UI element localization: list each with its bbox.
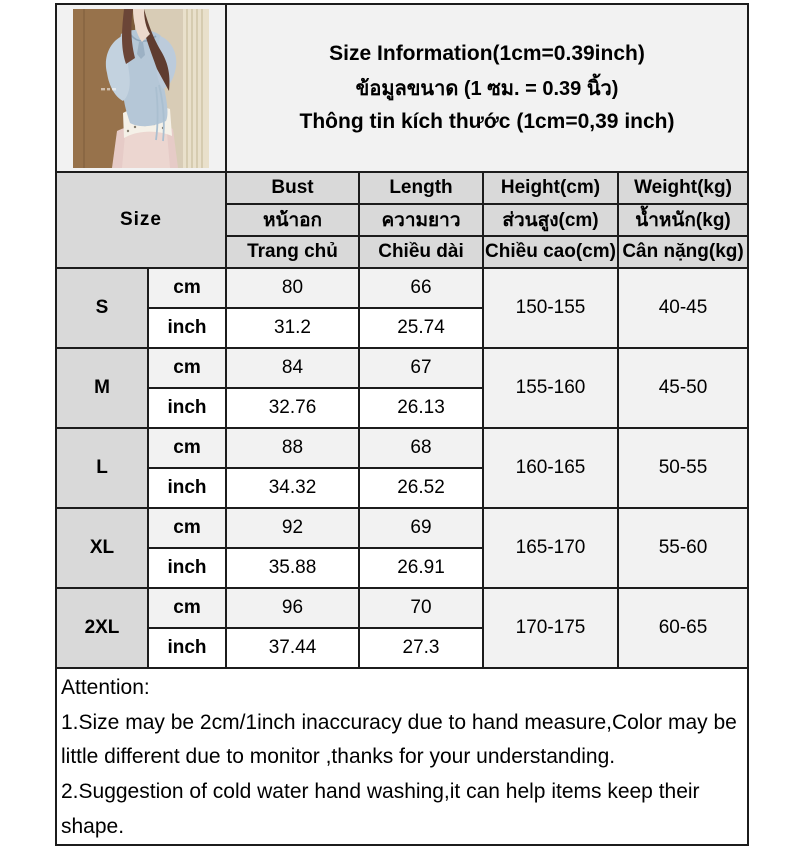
col-header-height-vi: Chiều cao(cm) — [483, 236, 618, 268]
unit-label-cm: cm — [148, 508, 226, 548]
table-row-l-cm — [56, 428, 748, 468]
length-cm-value: 67 — [359, 348, 483, 388]
col-header-weight-vi: Cân nặng(kg) — [618, 236, 748, 268]
bust-cm-value: 80 — [226, 268, 359, 308]
attention-line-1: 1.Size may be 2cm/1inch inaccuracy due to hand measure,Color may be little different due to monitor ,thanks for your understanding. — [61, 710, 737, 769]
unit-label-inch: inch — [148, 308, 226, 348]
col-header-height-th: ส่วนสูง(cm) — [483, 204, 618, 236]
title-english: Size Information(1cm=0.39inch) — [329, 42, 645, 65]
attention-title: Attention: — [61, 676, 150, 699]
size-label-m: M — [56, 348, 148, 428]
length-inch-value: 26.13 — [359, 388, 483, 428]
title-vietnamese: Thông tin kích thước (1cm=0,39 inch) — [299, 110, 675, 133]
unit-label-cm: cm — [148, 428, 226, 468]
height-range-value: 170-175 — [483, 588, 618, 668]
col-header-bust-en: Bust — [226, 172, 359, 204]
unit-label-inch: inch — [148, 388, 226, 428]
size-label-s: S — [56, 268, 148, 348]
product-photo — [73, 9, 209, 168]
bust-cm-value: 96 — [226, 588, 359, 628]
bust-inch-value: 34.32 — [226, 468, 359, 508]
table-row-2xl-cm — [56, 588, 748, 628]
size-label-xl: XL — [56, 508, 148, 588]
bust-inch-value: 37.44 — [226, 628, 359, 668]
table-row-m-cm — [56, 348, 748, 388]
col-header-length-en: Length — [359, 172, 483, 204]
weight-range-value: 50-55 — [618, 428, 748, 508]
col-header-weight-en: Weight(kg) — [618, 172, 748, 204]
height-range-value: 165-170 — [483, 508, 618, 588]
length-inch-value: 26.52 — [359, 468, 483, 508]
length-cm-value: 70 — [359, 588, 483, 628]
unit-label-cm: cm — [148, 348, 226, 388]
length-cm-value: 68 — [359, 428, 483, 468]
unit-label-inch: inch — [148, 628, 226, 668]
weight-range-value: 55-60 — [618, 508, 748, 588]
col-header-length-vi: Chiều dài — [359, 236, 483, 268]
weight-range-value: 40-45 — [618, 268, 748, 348]
attention-line-2: 2.Suggestion of cold water hand washing,it can help items keep their shape. — [61, 779, 700, 838]
attention-note — [56, 668, 748, 845]
col-header-height-en: Height(cm) — [483, 172, 618, 204]
bust-cm-value: 88 — [226, 428, 359, 468]
length-inch-value: 25.74 — [359, 308, 483, 348]
col-header-bust-th: หน้าอก — [226, 204, 359, 236]
weight-range-value: 60-65 — [618, 588, 748, 668]
height-range-value: 150-155 — [483, 268, 618, 348]
length-inch-value: 26.91 — [359, 548, 483, 588]
table-row-xl-cm — [56, 508, 748, 548]
photo-watermark — [101, 88, 116, 90]
col-header-bust-vi: Trang chủ — [226, 236, 359, 268]
size-corner-label: Size — [56, 172, 226, 268]
length-cm-value: 66 — [359, 268, 483, 308]
weight-range-value: 45-50 — [618, 348, 748, 428]
attention-row — [56, 668, 748, 845]
unit-label-cm: cm — [148, 268, 226, 308]
col-header-weight-th: น้ำหนัก(kg) — [618, 204, 748, 236]
size-information-sheet — [55, 3, 749, 846]
height-range-value: 160-165 — [483, 428, 618, 508]
size-chart-table — [55, 3, 749, 846]
title-thai: ข้อมูลขนาด (1 ซม. = 0.39 นิ้ว) — [355, 78, 619, 100]
unit-label-cm: cm — [148, 588, 226, 628]
bust-inch-value: 31.2 — [226, 308, 359, 348]
length-inch-value: 27.3 — [359, 628, 483, 668]
bust-cm-value: 92 — [226, 508, 359, 548]
length-cm-value: 69 — [359, 508, 483, 548]
unit-label-inch: inch — [148, 548, 226, 588]
size-label-l: L — [56, 428, 148, 508]
title-cell — [226, 4, 748, 172]
unit-label-inch: inch — [148, 468, 226, 508]
bust-inch-value: 35.88 — [226, 548, 359, 588]
size-label-2xl: 2XL — [56, 588, 148, 668]
bust-inch-value: 32.76 — [226, 388, 359, 428]
table-row-s-cm — [56, 268, 748, 308]
bust-cm-value: 84 — [226, 348, 359, 388]
col-header-length-th: ความยาว — [359, 204, 483, 236]
height-range-value: 155-160 — [483, 348, 618, 428]
product-photo-cell — [56, 4, 226, 172]
header-row — [56, 4, 748, 172]
column-header-row-en — [56, 172, 748, 204]
